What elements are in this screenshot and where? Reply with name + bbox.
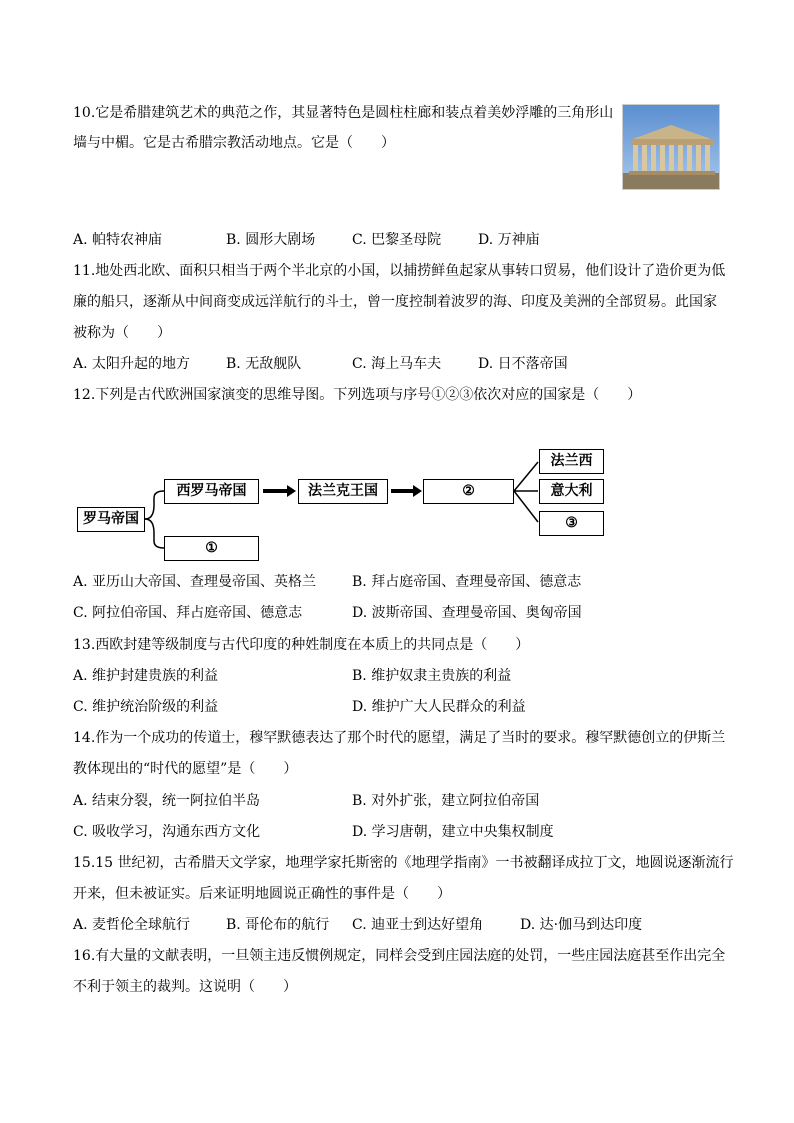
q11-stem-line1: 11.地处西北欧、面积只相当于两个半北京的小国，以捕捞鲜鱼起家从事转口贸易，他们设计了造价更为低 <box>73 263 726 279</box>
q14-stem-line1: 14.作为一个成功的传道士，穆罕默德表达了那个时代的愿望，满足了当时的要求。穆罕默德创立的伊斯兰 <box>73 730 726 746</box>
q12-option-c: C. 阿拉伯帝国、拜占庭帝国、德意志 <box>73 605 303 621</box>
node-frankish-kingdom: 法兰克王国 <box>298 479 388 504</box>
q15-stem-line1: 15.15 世纪初，古希腊天文学家，地理学家托斯密的《地理学指南》一书被翻译成拉丁文，地圆说逐渐流行 <box>73 855 734 871</box>
q14-option-d: D. 学习唐朝，建立中央集权制度 <box>352 824 554 840</box>
q13-option-c: C. 维护统治阶级的利益 <box>73 699 219 715</box>
parthenon-photo <box>622 104 720 190</box>
node-italy: 意大利 <box>539 479 604 504</box>
node-blank-2: ② <box>423 479 514 504</box>
q14-option-c: C. 吸收学习，沟通东西方文化 <box>73 824 261 840</box>
q13-option-a: A. 维护封建贵族的利益 <box>73 668 219 684</box>
q11-stem-line2: 廉的船只，逐渐从中间商变成远洋航行的斗士，曾一度控制着波罗的海、印度及美洲的全部贸易。此国家 <box>73 294 717 310</box>
q13-option-b: B. 维护奴隶主贵族的利益 <box>352 668 512 684</box>
q10-stem-line2: 墙与中楣。它是古希腊宗教活动地点。它是（ ） <box>73 135 395 151</box>
q10-option-b: B. 圆形大剧场 <box>226 232 316 248</box>
q12-option-a: A. 亚历山大帝国、查理曼帝国、英格兰 <box>73 574 317 590</box>
q16-stem-line2: 不利于领主的裁判。这说明（ ） <box>73 979 297 995</box>
q15-stem-line2: 开来，但未被证实。后来证明地圆说正确性的事件是（ ） <box>73 886 451 902</box>
q15-option-a: A. 麦哲伦全球航行 <box>73 917 191 933</box>
q15-option-d: D. 达·伽马到达印度 <box>520 917 643 933</box>
q10-option-c: C. 巴黎圣母院 <box>352 232 442 248</box>
q12-option-d: D. 波斯帝国、查理曼帝国、奥匈帝国 <box>352 605 582 621</box>
node-roman-empire: 罗马帝国 <box>77 507 145 532</box>
node-blank-3: ③ <box>539 511 604 536</box>
q14-option-a: A. 结束分裂，统一阿拉伯半岛 <box>73 793 261 809</box>
q11-option-a: A. 太阳升起的地方 <box>73 356 191 372</box>
node-blank-1: ① <box>164 536 259 561</box>
q14-option-b: B. 对外扩张，建立阿拉伯帝国 <box>352 793 540 809</box>
q10-option-d: D. 万神庙 <box>478 232 540 248</box>
node-france: 法兰西 <box>539 449 604 474</box>
q15-option-b: B. 哥伦布的航行 <box>226 917 330 933</box>
q12-option-b: B. 拜占庭帝国、查理曼帝国、德意志 <box>352 574 582 590</box>
q11-stem-line3: 被称为（ ） <box>73 325 171 341</box>
q11-option-d: D. 日不落帝国 <box>478 356 568 372</box>
q14-stem-line2: 教体现出的“时代的愿望”是（ ） <box>73 761 298 777</box>
q13-stem-line1: 13.西欧封建等级制度与古代印度的种姓制度在本质上的共同点是（ ） <box>73 637 530 653</box>
q12-stem-line1: 12.下列是古代欧洲国家演变的思维导图。下列选项与序号①②③依次对应的国家是（ ） <box>73 387 642 403</box>
q10-stem-line1: 10.它是希腊建筑艺术的典范之作，其显著特色是圆柱柱廊和装点着美妙浮雕的三角形山 <box>73 105 614 121</box>
q11-option-b: B. 无敌舰队 <box>226 356 302 372</box>
q16-stem-line1: 16.有大量的文献表明，一旦领主违反惯例规定，同样会受到庄园法庭的处罚，一些庄园法庭甚至作出完全 <box>73 948 726 964</box>
node-western-roman-empire: 西罗马帝国 <box>164 479 259 504</box>
q10-option-a: A. 帕特农神庙 <box>73 232 163 248</box>
q11-option-c: C. 海上马车夫 <box>352 356 442 372</box>
q13-option-d: D. 维护广大人民群众的利益 <box>352 699 526 715</box>
q15-option-c: C. 迪亚士到达好望角 <box>352 917 484 933</box>
